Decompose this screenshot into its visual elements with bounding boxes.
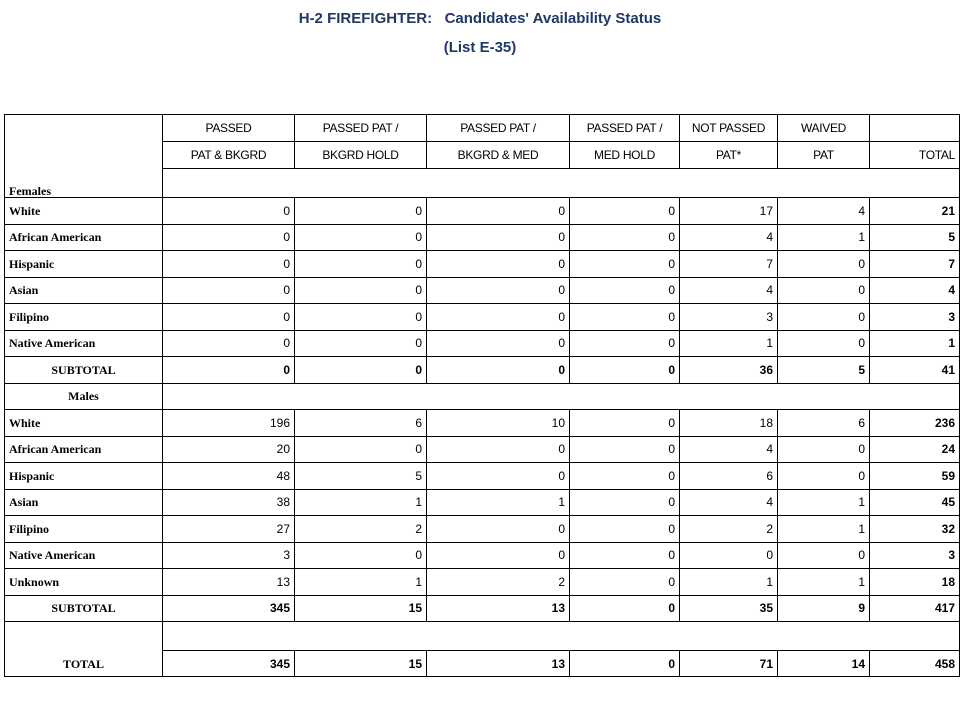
value-cell: 0 — [570, 516, 680, 543]
column-header-line1: WAIVED — [778, 115, 870, 142]
row-label: White — [5, 410, 163, 437]
value-cell: 18 — [680, 410, 778, 437]
total-cell: 18 — [870, 569, 960, 596]
value-cell: 0 — [570, 463, 680, 490]
table-row — [5, 198, 960, 225]
value-cell: 20 — [163, 436, 295, 463]
value-cell: 6 — [778, 410, 870, 437]
value-cell: 0 — [570, 357, 680, 384]
value-cell: 0 — [427, 330, 570, 357]
table-row — [5, 436, 960, 463]
row-label: Native American — [5, 542, 163, 569]
table-row — [5, 251, 960, 278]
row-label: Filipino — [5, 516, 163, 543]
column-header-line2: PAT — [778, 142, 870, 169]
total-cell: 21 — [870, 198, 960, 225]
value-cell: 9 — [778, 595, 870, 622]
value-cell: 35 — [680, 595, 778, 622]
value-cell: 6 — [680, 463, 778, 490]
value-cell: 345 — [163, 595, 295, 622]
value-cell: 0 — [570, 489, 680, 516]
value-cell: 4 — [680, 224, 778, 251]
value-cell: 15 — [295, 651, 427, 677]
total-cell: 236 — [870, 410, 960, 437]
value-cell: 0 — [295, 277, 427, 304]
column-header-line2: PAT & BKGRD — [163, 142, 295, 169]
value-cell: 10 — [427, 410, 570, 437]
total-cell: 24 — [870, 436, 960, 463]
value-cell: 17 — [680, 198, 778, 225]
row-label: African American — [5, 224, 163, 251]
value-cell: 0 — [163, 304, 295, 331]
table-row — [5, 569, 960, 596]
value-cell: 0 — [427, 357, 570, 384]
value-cell: 0 — [427, 304, 570, 331]
column-header-line2: BKGRD HOLD — [295, 142, 427, 169]
value-cell: 0 — [295, 251, 427, 278]
column-header-line1: PASSED PAT / — [427, 115, 570, 142]
table-row — [5, 463, 960, 490]
column-header-line1: PASSED PAT / — [570, 115, 680, 142]
value-cell: 0 — [570, 224, 680, 251]
row-label: Hispanic — [5, 463, 163, 490]
total-cell: 3 — [870, 542, 960, 569]
row-label: Unknown — [5, 569, 163, 596]
value-cell: 3 — [163, 542, 295, 569]
value-cell: 0 — [295, 304, 427, 331]
value-cell: 1 — [778, 516, 870, 543]
value-cell: 1 — [778, 569, 870, 596]
value-cell: 196 — [163, 410, 295, 437]
value-cell: 0 — [295, 330, 427, 357]
value-cell: 0 — [570, 410, 680, 437]
column-header-line2: BKGRD & MED — [427, 142, 570, 169]
value-cell: 1 — [680, 330, 778, 357]
value-cell: 1 — [778, 224, 870, 251]
total-cell: 5 — [870, 224, 960, 251]
value-cell: 0 — [295, 224, 427, 251]
value-cell: 0 — [570, 304, 680, 331]
value-cell: 0 — [570, 651, 680, 677]
row-label: Native American — [5, 330, 163, 357]
value-cell: 38 — [163, 489, 295, 516]
column-header-line1 — [870, 115, 960, 142]
value-cell: 2 — [295, 516, 427, 543]
value-cell: 0 — [427, 251, 570, 278]
table-row — [5, 304, 960, 331]
value-cell: 0 — [427, 542, 570, 569]
value-cell: 0 — [163, 277, 295, 304]
value-cell: 0 — [570, 277, 680, 304]
value-cell: 1 — [778, 489, 870, 516]
value-cell: 1 — [295, 489, 427, 516]
value-cell: 0 — [680, 542, 778, 569]
value-cell: 15 — [295, 595, 427, 622]
value-cell: 0 — [570, 542, 680, 569]
value-cell: 0 — [570, 251, 680, 278]
females-section-label: Females — [5, 115, 163, 198]
value-cell: 5 — [778, 357, 870, 384]
value-cell: 1 — [680, 569, 778, 596]
total-cell: 458 — [870, 651, 960, 677]
value-cell: 0 — [778, 251, 870, 278]
value-cell: 0 — [163, 330, 295, 357]
value-cell: 0 — [778, 463, 870, 490]
value-cell: 0 — [163, 251, 295, 278]
total-cell: 41 — [870, 357, 960, 384]
blank-cell — [163, 169, 960, 198]
value-cell: 36 — [680, 357, 778, 384]
value-cell: 0 — [427, 516, 570, 543]
value-cell: 0 — [427, 198, 570, 225]
column-header-line2: TOTAL — [870, 142, 960, 169]
males-section-row — [5, 383, 960, 410]
total-cell: 3 — [870, 304, 960, 331]
availability-table — [4, 114, 960, 677]
total-blank-row — [5, 622, 960, 651]
value-cell: 0 — [570, 595, 680, 622]
value-cell: 0 — [778, 277, 870, 304]
value-cell: 0 — [295, 436, 427, 463]
value-cell: 7 — [680, 251, 778, 278]
total-cell: 32 — [870, 516, 960, 543]
blank-cell — [163, 383, 960, 410]
row-label: Filipino — [5, 304, 163, 331]
total-cell: 59 — [870, 463, 960, 490]
value-cell: 14 — [778, 651, 870, 677]
value-cell: 0 — [163, 224, 295, 251]
value-cell: 0 — [570, 198, 680, 225]
value-cell: 4 — [680, 489, 778, 516]
table-row — [5, 516, 960, 543]
total-cell: 45 — [870, 489, 960, 516]
value-cell: 13 — [427, 595, 570, 622]
row-label: African American — [5, 436, 163, 463]
total-cell: 4 — [870, 277, 960, 304]
value-cell: 0 — [427, 277, 570, 304]
page-title: H-2 FIREFIGHTER: Candidates' Availability Status — [298, 10, 662, 27]
header-row-1 — [5, 115, 960, 142]
value-cell: 13 — [427, 651, 570, 677]
females-subtotal-row — [5, 357, 960, 384]
males-section-label: Males — [5, 383, 163, 410]
value-cell: 3 — [680, 304, 778, 331]
value-cell: 0 — [427, 436, 570, 463]
row-label: Asian — [5, 489, 163, 516]
value-cell: 2 — [427, 569, 570, 596]
total-cell: 1 — [870, 330, 960, 357]
value-cell: 13 — [163, 569, 295, 596]
row-label: Hispanic — [5, 251, 163, 278]
males-subtotal-row — [5, 595, 960, 622]
table-row — [5, 542, 960, 569]
row-label: Asian — [5, 277, 163, 304]
value-cell: 4 — [778, 198, 870, 225]
subtotal-label: SUBTOTAL — [5, 357, 163, 384]
value-cell: 0 — [427, 224, 570, 251]
value-cell: 71 — [680, 651, 778, 677]
column-header-line1: PASSED PAT / — [295, 115, 427, 142]
value-cell: 345 — [163, 651, 295, 677]
value-cell: 2 — [680, 516, 778, 543]
table-row — [5, 224, 960, 251]
value-cell: 0 — [778, 304, 870, 331]
value-cell: 27 — [163, 516, 295, 543]
value-cell: 0 — [295, 198, 427, 225]
table-row — [5, 410, 960, 437]
column-header-line2: MED HOLD — [570, 142, 680, 169]
value-cell: 0 — [163, 357, 295, 384]
blank-cell — [163, 622, 960, 651]
value-cell: 0 — [295, 542, 427, 569]
value-cell: 0 — [427, 463, 570, 490]
subtotal-label: SUBTOTAL — [5, 595, 163, 622]
value-cell: 0 — [570, 330, 680, 357]
column-header-line2: PAT* — [680, 142, 778, 169]
value-cell: 0 — [295, 357, 427, 384]
column-header-line1: PASSED — [163, 115, 295, 142]
grand-total-label: TOTAL — [5, 622, 163, 677]
value-cell: 0 — [778, 436, 870, 463]
table-row — [5, 277, 960, 304]
value-cell: 0 — [570, 436, 680, 463]
value-cell: 48 — [163, 463, 295, 490]
value-cell: 0 — [778, 542, 870, 569]
column-header-line1: NOT PASSED — [680, 115, 778, 142]
page-subtitle: (List E-35) — [443, 39, 517, 56]
total-cell: 417 — [870, 595, 960, 622]
value-cell: 4 — [680, 436, 778, 463]
value-cell: 1 — [427, 489, 570, 516]
value-cell: 5 — [295, 463, 427, 490]
value-cell: 0 — [570, 569, 680, 596]
value-cell: 1 — [295, 569, 427, 596]
table-row — [5, 330, 960, 357]
value-cell: 0 — [163, 198, 295, 225]
value-cell: 0 — [778, 330, 870, 357]
value-cell: 6 — [295, 410, 427, 437]
value-cell: 4 — [680, 277, 778, 304]
table-row — [5, 489, 960, 516]
row-label: White — [5, 198, 163, 225]
total-cell: 7 — [870, 251, 960, 278]
